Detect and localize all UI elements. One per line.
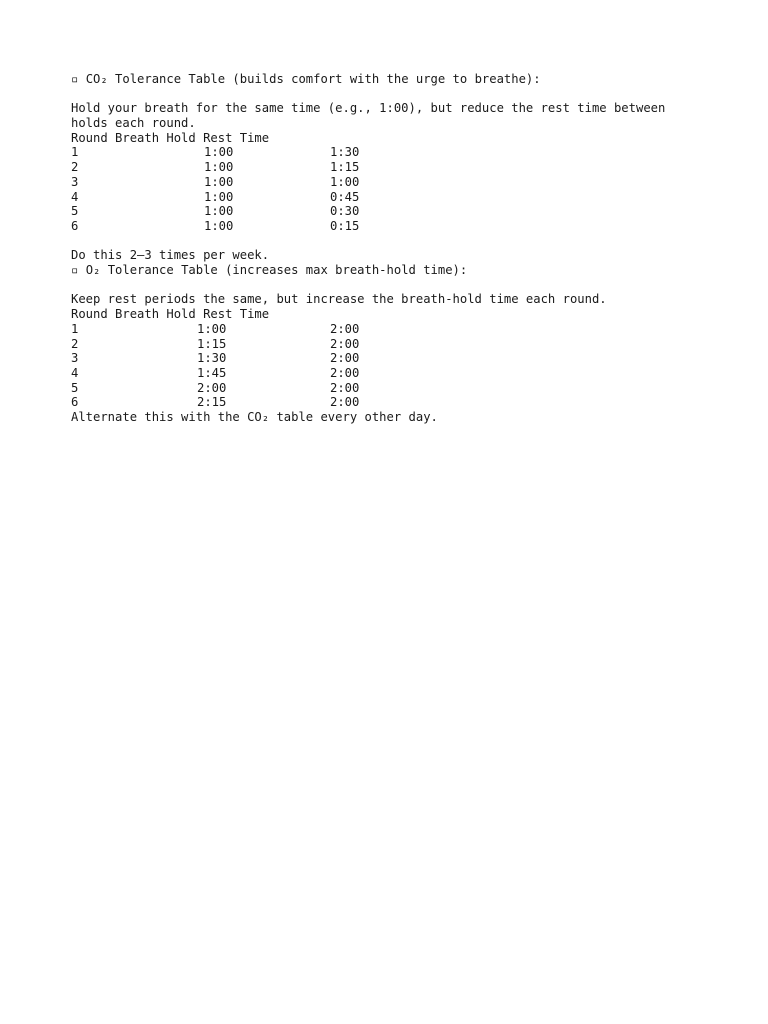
cell-round: 4 (71, 189, 79, 204)
cell-rest: 1:30 (330, 145, 360, 160)
cell-hold: 1:00 (204, 204, 234, 219)
cell-rest: 2:00 (330, 365, 360, 380)
cell-hold: 1:00 (204, 218, 234, 233)
cell-round: 2 (71, 160, 79, 175)
co2-heading (71, 72, 711, 87)
cell-hold: 2:15 (197, 395, 227, 410)
document-body (71, 72, 711, 425)
cell-hold: 1:30 (197, 351, 227, 366)
cell-rest: 2:00 (330, 336, 360, 351)
o2-heading (71, 263, 711, 278)
table-row (71, 145, 359, 160)
cell-hold: 1:00 (204, 145, 234, 160)
spacer (71, 234, 711, 249)
cell-round: 1 (71, 321, 79, 336)
table-row (71, 395, 359, 410)
table-row (71, 190, 359, 205)
cell-round: 6 (71, 395, 79, 410)
cell-rest: 0:45 (330, 189, 360, 204)
cell-round: 3 (71, 351, 79, 366)
o2-note: Alternate this with the CO₂ table every other day. (71, 410, 438, 425)
cell-rest: 0:15 (330, 218, 360, 233)
o2-table-header: Round Breath Hold Rest Time (71, 307, 270, 322)
spacer (71, 278, 711, 293)
cell-hold: 1:00 (204, 189, 234, 204)
cell-rest: 0:30 (330, 204, 360, 219)
o2-heading-text: O₂ Tolerance Table (increases max breath-hold time): (85, 263, 468, 278)
cell-hold: 1:00 (204, 160, 234, 175)
bullet-icon: ▫ (71, 72, 79, 86)
table-row (71, 366, 359, 381)
cell-hold: 1:00 (204, 174, 234, 189)
table-row (71, 160, 359, 175)
cell-round: 4 (71, 365, 79, 380)
cell-rest: 1:00 (330, 174, 360, 189)
cell-round: 6 (71, 218, 79, 233)
table-row (71, 381, 359, 396)
cell-hold: 1:00 (197, 321, 227, 336)
co2-table (71, 145, 359, 233)
cell-round: 3 (71, 174, 79, 189)
o2-table (71, 322, 359, 410)
table-row (71, 204, 359, 219)
cell-rest: 2:00 (330, 395, 360, 410)
cell-hold: 2:00 (197, 380, 227, 395)
cell-round: 1 (71, 145, 79, 160)
cell-hold: 1:15 (197, 336, 227, 351)
table-row (71, 175, 359, 190)
table-row (71, 219, 359, 234)
co2-intro: Hold your breath for the same time (e.g., 1:00), but reduce the rest time between holds each round. (71, 101, 666, 131)
table-row (71, 322, 359, 337)
co2-table-header: Round Breath Hold Rest Time (71, 130, 270, 145)
co2-heading-text: CO₂ Tolerance Table (builds comfort with the urge to breathe): (85, 72, 541, 86)
cell-rest: 2:00 (330, 380, 360, 395)
cell-round: 2 (71, 336, 79, 351)
o2-intro: Keep rest periods the same, but increase the breath-hold time each round. (71, 292, 607, 307)
cell-rest: 2:00 (330, 351, 360, 366)
bullet-icon: ▫ (71, 263, 79, 278)
cell-round: 5 (71, 204, 79, 219)
spacer (71, 87, 711, 102)
cell-hold: 1:45 (197, 365, 227, 380)
cell-rest: 2:00 (330, 321, 360, 336)
cell-rest: 1:15 (330, 160, 360, 175)
table-row (71, 337, 359, 352)
cell-round: 5 (71, 380, 79, 395)
table-row (71, 351, 359, 366)
co2-note: Do this 2–3 times per week. (71, 248, 270, 263)
